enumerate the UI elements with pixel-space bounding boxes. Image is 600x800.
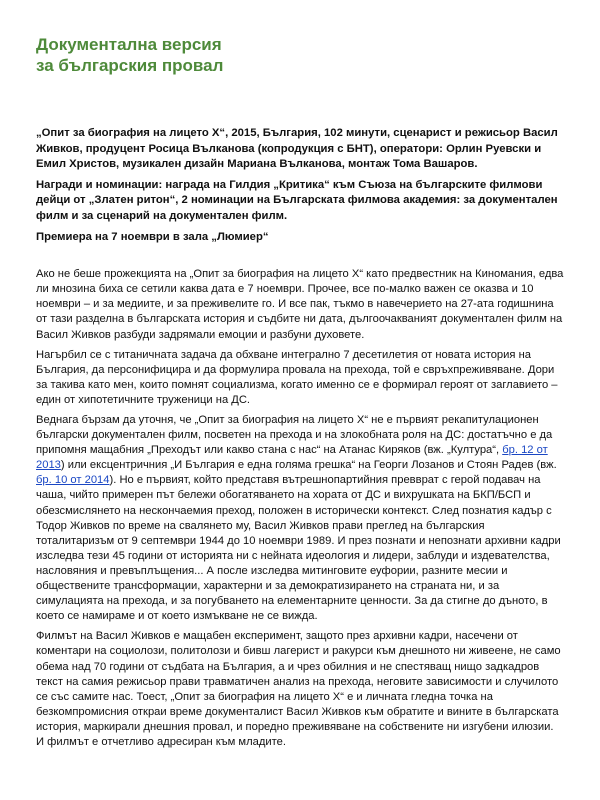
link-issue-12-2013[interactable]: бр. 12 от 2013 <box>36 444 548 472</box>
paragraph-1: Ако не беше прожекцията на „Опит за биография на лицето Х“ като предвестник на Киномания, едва ли мнозина биха се сетили каква дата е 7 ноември. Прочее, все по-малко важен се оказва и 10 ноември – и за медиите, и за преживелите го. И все пак, тъкмо в навечерието на 27-ата годишнина от тази разделна в българската история и съдбите ни дата, дългоочакваният документален филм на Васил Живков разбуди задрямали емоции и разбуни духовете. <box>36 268 564 341</box>
link-issue-10-2014[interactable]: бр. 10 от 2014 <box>36 474 110 487</box>
credits-awards: Награди и номинации: награда на Гилдия „Критика“ към Съюза на българските филмови дейци от „Златен ритон“, 2 номинации на Българската филмова академия: за документален филм и за сценарий на документален филм. <box>36 178 558 222</box>
paragraph-2: Нагърбил се с титаничната задача да обхване интегрално 7 десетилетия от новата история на България, да персонифицира и да формулира провала на прехода, той е свръхпреживяване. Дори за такива като мен, които помнят социализма, когато именно се е формирал героят от заглавието – един от хипотетичните труженици на ДС. <box>36 348 558 406</box>
film-credits <box>36 126 564 245</box>
paragraph-3 <box>36 413 564 624</box>
article-body <box>36 267 564 750</box>
paragraph-3-text-c: ). Но е първият, който представя вътрешнопартийния превврат с герой подавач на чаша, чийто примерен път бележи обогатяването на хората от ДС и вихрушката на БКП/БСП и обезсмислянето на нескончаемия преход, положен в исторически контекст. След познатия кадър с Тодор Живков по време на свалянето му, Васил Живков прави преглед на българския тоталитаризъм от 9 септември 1944 до 10 ноември 1989. И през познати и непознати архивни кадри изследва тези 45 години от историята ни с нейната идеология и лидери, заблуди и издевателства, насловяния и превъплъщения... А после изследва митинговите еуфории, разните месии и обществените трансформации, характерни и за демократизирането на страната ни, и за симулацията на прехода, и за погубването на елементарните ценности. За да стигне до дъното, в което се намираме и от което измъкване не се вижда. <box>36 474 561 623</box>
paragraph-4: Филмът на Васил Живков е мащабен експеримент, защото през архивни кадри, насечени от коментари на социолози, политолози и бивш лагерист и ракурси към днешното ни живеене, не само обема над 70 години от съдбата на България, а и чрез обилния и не спестяващ нищо задкадров текст на самия режисьор прави травматичен анализ на прехода, неговите зависимости и случилото се със самите нас. Тоест, „Опит за биография на лицето Х“ е и личната гледна точка на безкомпромисния откраи време документалист Васил Живков към обратите и вините в българската история, маркирали днешния провал, и поредно преживяване на собствените ни изгубени илюзии. И филмът е отчетливо адресиран към младите. <box>36 630 561 748</box>
paragraph-3-text-b: ) или ексцентричния „И България е една голяма грешка“ на Георги Лозанов и Стоян Радев (вж. <box>60 459 557 472</box>
paragraph-3-text-a: Веднага бързам да уточня, че „Опит за биография на лицето Х“ не е първият рекапитулационен български документален филм, посветен на прехода и на злокобната роля на ДС: достатъчно е да припомня мащабния „Преходът или какво стана с нас“ на Атанас Киряков (вж. „Култура“, <box>36 414 553 457</box>
title-line-1: Документална версия <box>36 35 222 54</box>
article-title <box>36 34 564 76</box>
title-line-2: за българския провал <box>36 56 224 75</box>
credits-film-info: „Опит за биография на лицето Х“, 2015, България, 102 минути, сценарист и режисьор Васил Живков, продуцент Росица Вълканова (копродукция с БНТ), оператори: Орлин Руевски и Емил Христов, музикален дизайн Мариана Вълканова, монтаж Тома Вашаров. <box>36 127 558 171</box>
credits-premiere: Премиера на 7 ноември в зала „Люмиер“ <box>36 230 269 243</box>
